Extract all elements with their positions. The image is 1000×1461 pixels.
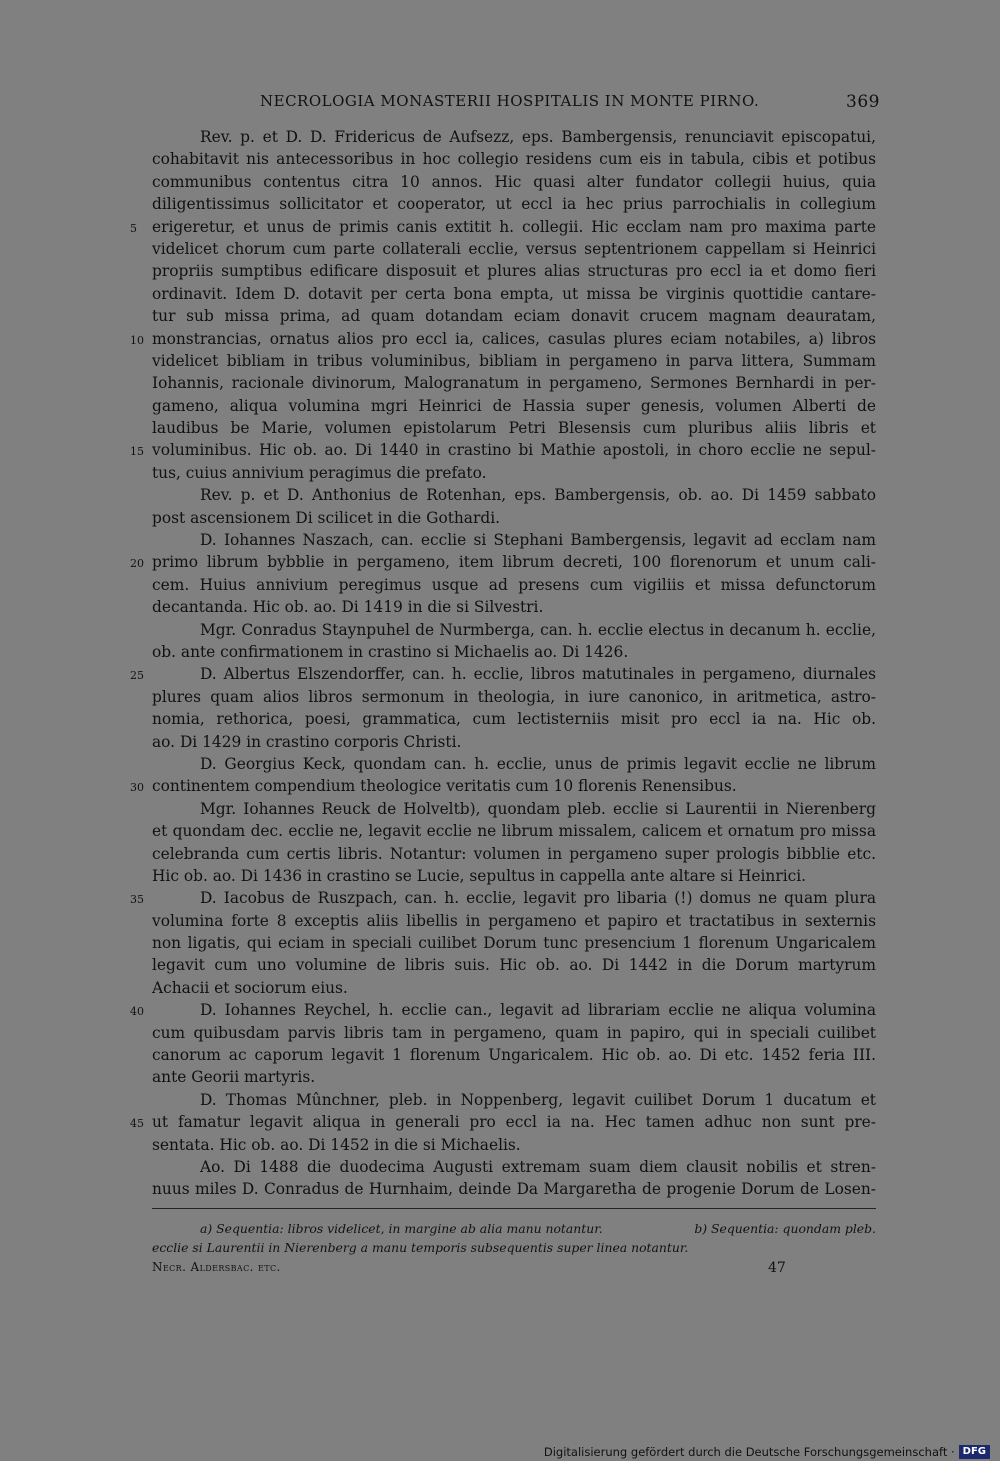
text-line — [152, 126, 876, 148]
text-line — [152, 843, 876, 865]
line-text: nomia, rethorica, poesi, grammatica, cum lectisterniis misit pro eccl ia na. Hic ob. — [152, 710, 876, 729]
line-text: decantanda. Hic ob. ao. Di 1419 in die si Silvestri. — [152, 598, 544, 617]
text-line — [152, 305, 876, 327]
line-text: gameno, aliqua volumina mgri Heinrici de Hassia super genesis, volumen Alberti de — [152, 396, 876, 415]
text-line — [152, 260, 876, 282]
line-text: tus, cuius annivium peragimus die prefato. — [152, 463, 487, 482]
text-line — [152, 171, 876, 193]
signature-number: 47 — [768, 1260, 786, 1276]
text-line — [130, 216, 876, 238]
line-text: Rev. p. et D. D. Fridericus de Aufsezz, eps. Bambergensis, renunciavit episcopatui, — [200, 128, 876, 146]
line-number: 20 — [130, 557, 144, 571]
line-text: canorum ac caporum legavit 1 florenum Ungaricalem. Hic ob. ao. Di etc. 1452 feria III. — [152, 1046, 876, 1065]
line-text: nuus miles D. Conradus de Hurnhaim, deinde Da Margaretha de progenie Dorum de Losen- — [152, 1180, 876, 1199]
text-line — [152, 350, 876, 372]
line-text: D. Iacobus de Ruszpach, can. h. ecclie, legavit pro libaria (!) domus ne quam plura — [200, 889, 876, 908]
line-text: D. Georgius Keck, quondam can. h. ecclie, unus de primis legavit ecclie ne librum — [200, 754, 876, 773]
text-line — [152, 977, 876, 999]
line-number: 5 — [130, 221, 137, 235]
footnote-rule — [152, 1208, 876, 1209]
line-text: cohabitavit nis antecessoribus in hoc collegio residens cum eis in tabula, cibis et potibus — [152, 150, 876, 169]
text-line — [152, 484, 876, 506]
line-text: volumina forte 8 exceptis aliis libellis in pergameno et papiro et tractatibus in sexternis — [152, 911, 876, 930]
line-text: post ascensionem Di scilicet in die Gothardi. — [152, 508, 501, 527]
line-text: communibus contentus citra 10 annos. Hic quasi alter fundator collegii huius, quia — [152, 172, 876, 191]
text-line — [152, 1178, 876, 1200]
text-line — [130, 887, 876, 909]
text-line — [152, 910, 876, 932]
line-text: celebranda cum certis libris. Notantur: volumen in pergameno super prologis bibblie etc. — [152, 844, 876, 863]
line-text: videlicet chorum cum parte collaterali ecclie, versus septentrionem cappellam si Heinrici — [152, 239, 876, 258]
text-line — [130, 775, 876, 797]
text-line — [152, 932, 876, 954]
text-line — [152, 1044, 876, 1066]
text-line — [152, 1134, 876, 1156]
line-text: ordinavit. Idem D. dotavit per certa bona empta, ut missa be virginis quottidie cantare- — [152, 284, 876, 303]
footnote-b: b) Sequentia: quondam pleb. — [694, 1221, 876, 1236]
dfg-logo: DFG — [959, 1445, 990, 1459]
line-number: 30 — [130, 781, 144, 795]
text-line — [152, 283, 876, 305]
line-number: 40 — [130, 1005, 144, 1019]
text-line — [152, 238, 876, 260]
text-line — [152, 462, 876, 484]
text-line — [152, 417, 876, 439]
line-text: continentem compendium theologice veritatis cum 10 florenis Renensibus. — [152, 777, 737, 796]
text-line — [152, 753, 876, 775]
digitization-footer — [544, 1445, 990, 1459]
line-number: 25 — [130, 669, 144, 683]
signature-mark: Necr. Aldersbac. etc. — [152, 1260, 281, 1274]
line-text: erigeretur, et unus de primis canis extitit h. collegii. Hic ecclam nam pro maxima parte — [152, 217, 876, 236]
text-line — [152, 619, 876, 641]
text-line — [152, 507, 876, 529]
line-text: Mgr. Iohannes Reuck de Holveltb), quondam pleb. ecclie si Laurentii in Nierenberg — [200, 799, 876, 818]
page-number: 369 — [846, 92, 880, 112]
text-line — [152, 686, 876, 708]
line-text: Ao. Di 1488 die duodecima Augusti extremam suam diem clausit nobilis et stren- — [200, 1157, 876, 1176]
text-line — [130, 439, 876, 461]
line-text: plures quam alios libros sermonum in theologia, in iure canonico, in aritmetica, astro- — [152, 687, 876, 706]
text-line — [152, 641, 876, 663]
text-line — [130, 551, 876, 573]
text-line — [152, 865, 876, 887]
line-text: Achacii et sociorum eius. — [152, 978, 348, 997]
footnote-a: a) Sequentia: libros videlicet, in margine ab alia manu notantur. — [200, 1221, 603, 1236]
text-line — [152, 1022, 876, 1044]
line-text: Mgr. Conradus Staynpuhel de Nurmberga, can. h. ecclie electus in decanum h. ecclie, — [200, 620, 876, 639]
line-text: cum quibusdam parvis libris tam in pergameno, quam in papiro, qui in speciali cuilibet — [152, 1023, 876, 1042]
text-line — [152, 708, 876, 730]
text-line — [152, 574, 876, 596]
line-text: D. Thomas Mûnchner, pleb. in Noppenberg, legavit cuilibet Dorum 1 ducatum et — [200, 1090, 876, 1109]
line-text: ut famatur legavit aliqua in generali pro eccl ia na. Hec tamen adhuc non sunt pre- — [152, 1113, 876, 1132]
line-number: 15 — [130, 445, 144, 459]
text-line — [152, 395, 876, 417]
line-text: ob. ante confirmationem in crastino si Michaelis ao. Di 1426. — [152, 642, 629, 661]
text-line — [152, 1156, 876, 1178]
text-line — [152, 820, 876, 842]
text-line — [130, 663, 876, 685]
line-text: legavit cum uno volumine de libris suis. Hic ob. ao. Di 1442 in die Dorum martyrum — [152, 956, 876, 975]
line-number: 10 — [130, 333, 144, 347]
text-line — [152, 372, 876, 394]
line-text: cem. Huius annivium peregimus usque ad presens cum vigiliis et missa defunctorum — [152, 575, 876, 594]
footnotes — [152, 1219, 876, 1257]
line-text: non ligatis, qui eciam in speciali cuilibet Dorum tunc presencium 1 florenum Ungaricalem — [152, 934, 876, 953]
line-text: D. Albertus Elszendorffer, can. h. ecclie, libros matutinales in pergameno, diurnales — [200, 665, 876, 684]
text-line — [152, 529, 876, 551]
line-text: laudibus be Marie, volumen epistolarum Petri Blesensis cum pluribus aliis libris et — [152, 419, 876, 438]
text-line — [152, 596, 876, 618]
line-text: Iohannis, racionale divinorum, Malogranatum in pergameno, Sermones Bernhardi in per- — [152, 374, 876, 393]
line-text: Rev. p. et D. Anthonius de Rotenhan, eps. Bambergensis, ob. ao. Di 1459 sabbato — [200, 486, 876, 505]
line-text: D. Iohannes Reychel, h. ecclie can., legavit ad librariam ecclie ne aliqua volumina — [200, 1001, 876, 1020]
text-line — [130, 999, 876, 1021]
text-line — [152, 193, 876, 215]
line-text: sentata. Hic ob. ao. Di 1452 in die si Michaelis. — [152, 1135, 521, 1154]
line-number: 45 — [130, 1117, 144, 1131]
text-line — [152, 954, 876, 976]
line-text: diligentissimus sollicitator et cooperator, ut eccl ia hec prius parrochialis in collegium — [152, 195, 876, 214]
line-text: tur sub missa prima, ad quam dotandam eciam donavit crucem magnam deauratam, — [152, 307, 876, 326]
line-text: Hic ob. ao. Di 1436 in crastino se Lucie, sepultus in cappella ante altare si Heinrici. — [152, 866, 807, 885]
text-line — [152, 148, 876, 170]
footer-text: Digitalisierung gefördert durch die Deutsche Forschungsgemeinschaft · — [543, 1445, 955, 1459]
line-text: videlicet bibliam in tribus voluminibus, bibliam in pergameno in parva littera, Summam — [152, 351, 876, 370]
line-text: monstrancias, ornatus alios pro eccl ia, calices, casulas plures eciam notabiles, a) libros — [152, 329, 876, 348]
main-text — [130, 126, 876, 1201]
text-line — [152, 1089, 876, 1111]
line-text: primo librum bybblie in pergameno, item librum decreti, 100 florenorum et unum cali- — [152, 553, 876, 572]
line-text: et quondam dec. ecclie ne, legavit ecclie ne librum missalem, calicem et ornatum pro missa — [152, 822, 876, 841]
text-line — [152, 1066, 876, 1088]
text-line — [152, 798, 876, 820]
text-line — [130, 1111, 876, 1133]
line-text: ante Georii martyris. — [152, 1068, 316, 1087]
line-text: D. Iohannes Naszach, can. ecclie si Stephani Bambergensis, legavit ad ecclam nam — [200, 531, 876, 550]
text-line — [152, 731, 876, 753]
line-text: ao. Di 1429 in crastino corporis Christi. — [152, 732, 462, 751]
text-line — [130, 328, 876, 350]
line-text: voluminibus. Hic ob. ao. Di 1440 in crastino bi Mathie apostoli, in choro ecclie ne sepul- — [152, 441, 876, 460]
line-number: 35 — [130, 893, 144, 907]
running-title: NECROLOGIA MONASTERII HOSPITALIS IN MONTE PIRNO. — [260, 92, 760, 110]
line-text: propriis sumptibus edificare disposuit et plures alias structuras pro eccl ia et domo fieri — [152, 262, 876, 281]
footnote-b-continuation: ecclie si Laurentii in Nierenberg a manu temporis subsequentis super linea notantur. — [152, 1240, 689, 1255]
